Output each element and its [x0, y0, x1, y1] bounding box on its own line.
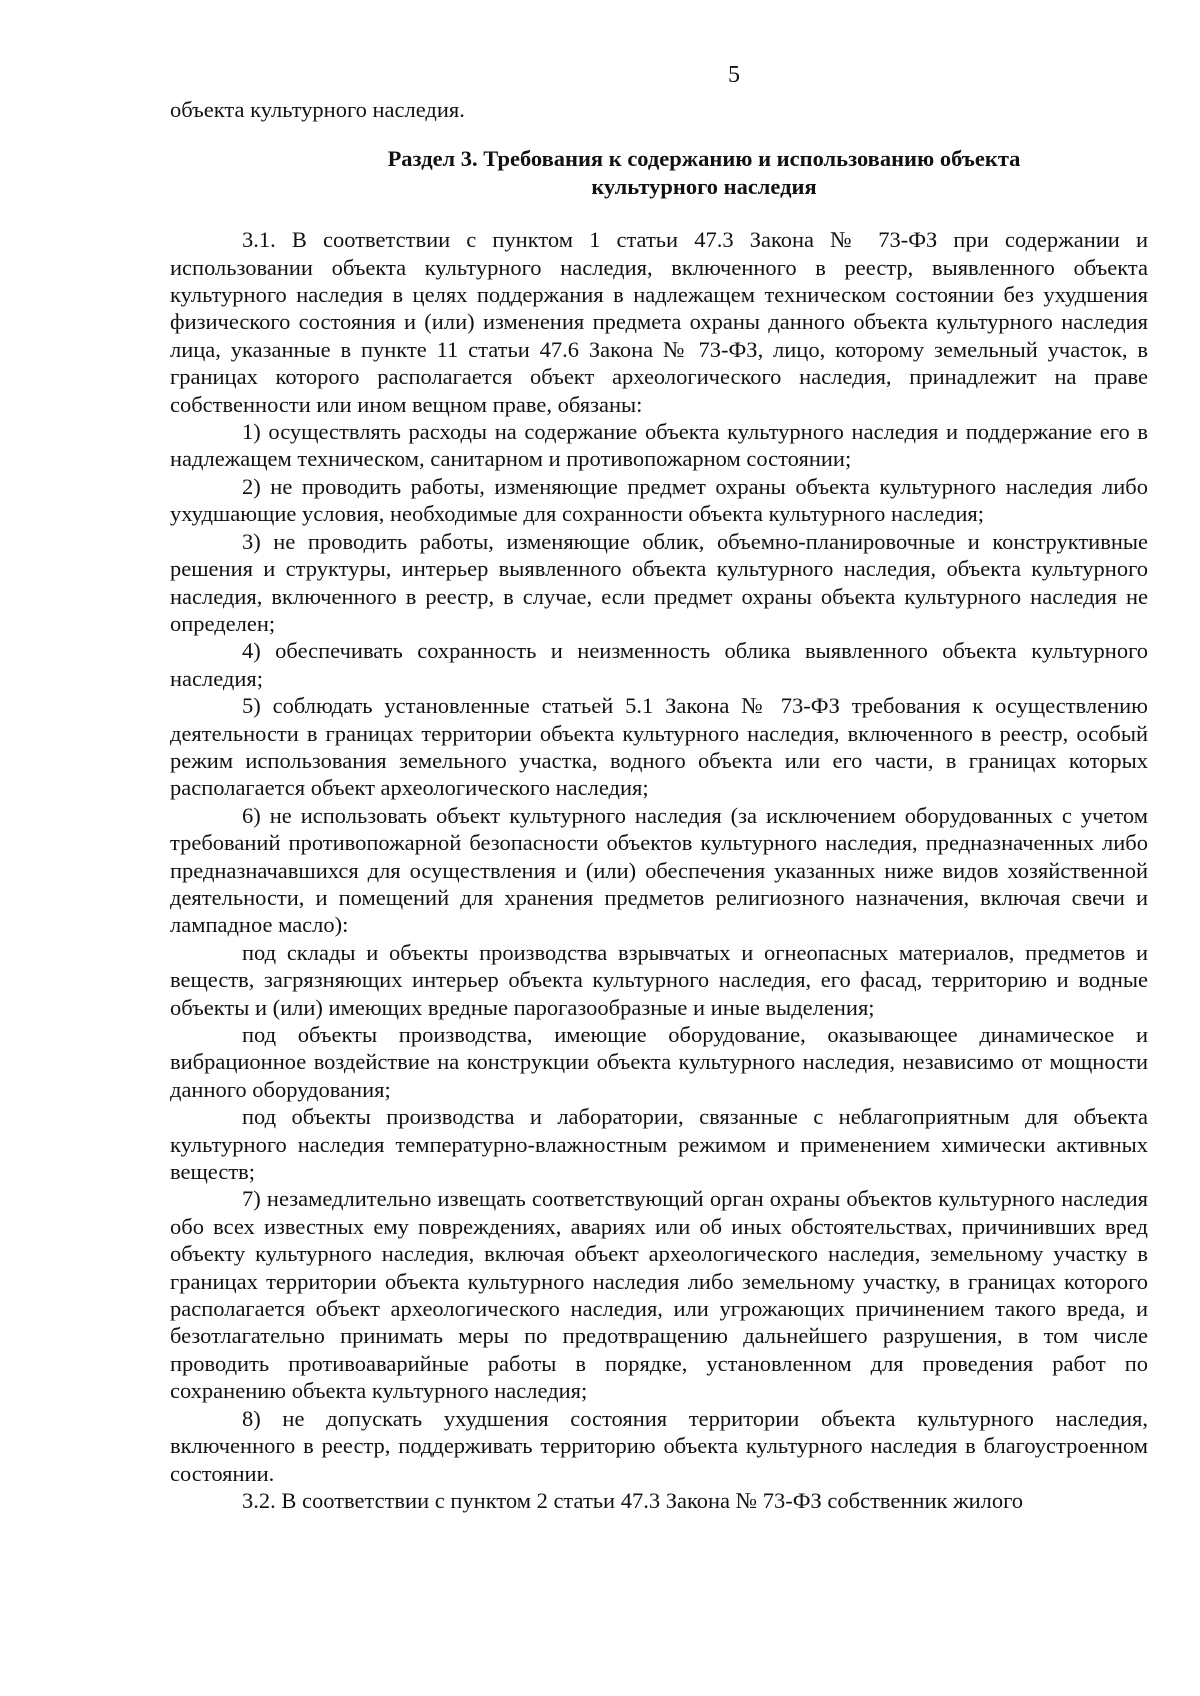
list-item-6: 6) не использовать объект культурного наследия (за исключением оборудованных с учетом требований противопожарной безопасности объектов культурного наследия, предназначенных либо предназначавшихся для осуществления и (или) обеспечения указанных ниже видов хозяйственной деятельности, и помещений для хранения предметов религиозного назначения, включая свечи и лампадное масло):: [170, 802, 1148, 938]
section-heading-line-1: Раздел 3. Требования к содержанию и использованию объекта: [387, 146, 1021, 172]
page-number: 5: [728, 62, 740, 88]
section-heading-line-2: культурного наследия: [591, 173, 817, 199]
list-item-8: 8) не допускать ухудшения состояния территории объекта культурного наследия, включенного в реестр, поддерживать территорию объекта культурного наследия в благоустроенном состоянии.: [170, 1405, 1148, 1486]
document-page: [170, 60, 1148, 1514]
paragraph-3-2: 3.2. В соответствии с пунктом 2 статьи 47.3 Закона № 73-ФЗ собственник жилого: [242, 1487, 1024, 1513]
list-item-3: 3) не проводить работы, изменяющие облик, объемно-планировочные и конструктивные решения и структуры, интерьер выявленного объекта культурного наследия, объекта культурного наследия, включенного в реестр, в случае, если предмет охраны объекта культурного наследия не определен;: [170, 528, 1148, 636]
list-item-1: 1) осуществлять расходы на содержание объекта культурного наследия и поддержание его в надлежащем техническом, санитарном и противопожарном состоянии;: [170, 419, 1148, 472]
list-item-5: 5) соблюдать установленные статьей 5.1 Закона № 73-ФЗ требования к осуществлению деятельности в границах территории объекта культурного наследия, включенного в реестр, особый режим использования земельного участка, водного объекта или его части, в границах которых располагается объект археологического наследия;: [170, 693, 1148, 801]
list-subitem-production: под объекты производства, имеющие оборудование, оказывающее динамическое и вибрационное воздействие на конструкции объекта культурного наследия, независимо от мощности данного оборудования;: [170, 1022, 1148, 1102]
list-item-2: 2) не проводить работы, изменяющие предмет охраны объекта культурного наследия либо ухудшающие условия, необходимые для сохранности объекта культурного наследия;: [170, 473, 1148, 527]
paragraph-3-1: 3.1. В соответствии с пунктом 1 статьи 47.3 Закона № 73-ФЗ при содержании и использовании объекта культурного наследия, включенного в реестр, выявленного объекта культурного наследия в целях поддержания в надлежащем техническом состоянии без ухудшения физического состояния и (или) изменения предмета охраны данного объекта культурного наследия лица, указанные в пункте 11 статьи 47.6 Закона № 73-ФЗ, лицо, которому земельный участок, в границах которого располагается объект археологического наследия, принадлежит на праве собственности или ином вещном праве, обязаны:: [170, 227, 1148, 417]
list-item-4: 4) обеспечивать сохранность и неизменность облика выявленного объекта культурного наследия;: [170, 638, 1148, 691]
lead-text: объекта культурного наследия.: [170, 97, 465, 122]
section-heading: [170, 145, 1148, 200]
list-item-7: 7) незамедлительно извещать соответствующий орган охраны объектов культурного наследия обо всех известных ему повреждениях, авариях или об иных обстоятельствах, причинивших вред объекту культурного наследия, включая объект археологического наследия, земельному участку в границах территории объекта культурного наследия либо земельному участку, в границах которого располагается объект археологического наследия, или угрожающих причинением такого вреда, и безотлагательно принимать меры по предотвращению дальнейшего разрушения, в том числе проводить противоаварийные работы в порядке, установленном для проведения работ по сохранению объекта культурного наследия;: [170, 1186, 1148, 1404]
list-subitem-warehouses: под склады и объекты производства взрывчатых и огнеопасных материалов, предметов и веществ, загрязняющих интерьер объекта культурного наследия, его фасад, территорию и водные объекты и (или) имеющих вредные парогазообразные и иные выделения;: [170, 939, 1148, 1020]
list-subitem-laboratories: под объекты производства и лаборатории, связанные с неблагоприятным для объекта культурного наследия температурно-влажностным режимом и применением химически активных веществ;: [170, 1104, 1148, 1185]
